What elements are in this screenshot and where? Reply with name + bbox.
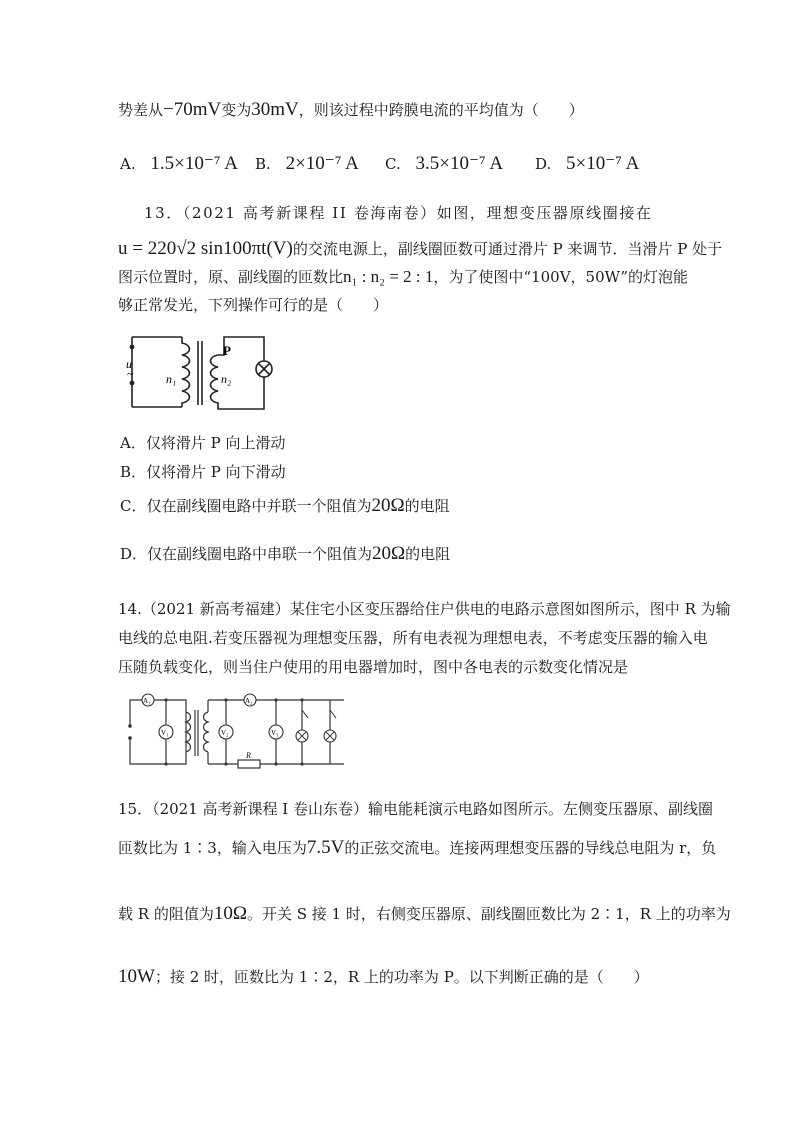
option-letter: C. bbox=[385, 155, 401, 173]
q14-power-supply-circuit-figure bbox=[122, 688, 348, 774]
q12-option-c[interactable] bbox=[385, 152, 503, 175]
q12-stem-line bbox=[118, 99, 584, 121]
q13-label-p: P bbox=[223, 343, 231, 358]
q15-input-voltage: 7.5V bbox=[306, 837, 345, 858]
option-letter: A. bbox=[120, 155, 136, 173]
q15-stem-text: 。开关 S 接 1 时，右侧变压器原、副线圈匝数比为 2∶1，R 上的功率为 bbox=[246, 905, 731, 923]
q14-stem-line-1: 14.（2021 新高考福建）某住宅小区变压器给住户供电的电路示意图如图所示，图中 R 为输 bbox=[118, 600, 731, 618]
option-resistance: 20Ω bbox=[372, 543, 406, 564]
q14-stem-line-2: 电线的总电阻.若变压器视为理想变压器，所有电表视为理想电表，不考虑变压器的输入电 bbox=[118, 629, 708, 647]
q12-stem-text: 势差从 bbox=[118, 101, 164, 119]
q14-meter-v3: V₃ bbox=[271, 729, 279, 737]
q12-option-b[interactable] bbox=[255, 152, 359, 175]
q12-option-d[interactable] bbox=[535, 152, 639, 175]
q13-stem-text: 图示位置时，原、副线圈的匝数比 bbox=[118, 268, 344, 286]
q13-stem-line-2 bbox=[118, 238, 722, 260]
q13-turns-ratio: n₁ : n₂ = 2 : 1 bbox=[343, 267, 434, 286]
q14-meter-a1: A₁ bbox=[143, 697, 151, 705]
option-text: 的电阻 bbox=[405, 545, 451, 563]
q13-stem-line-4: 够正常发光，下列操作可行的是（ ） bbox=[118, 296, 389, 314]
q13-label-tilde: ~ bbox=[127, 367, 134, 381]
q12-stem-text: ，则该过程中跨膜电流的平均值为（ ） bbox=[298, 101, 584, 119]
q12-stem-text: 变为 bbox=[221, 101, 252, 119]
option-value: 5×10⁻⁷ A bbox=[566, 153, 640, 174]
q15-load-resistance: 10Ω bbox=[213, 903, 247, 924]
option-letter: B. bbox=[255, 155, 271, 173]
option-letter: D. bbox=[535, 155, 552, 173]
option-text: C．仅在副线圈电路中并联一个阻值为 bbox=[120, 497, 372, 515]
option-resistance: 20Ω bbox=[371, 495, 405, 516]
q13-option-b[interactable]: B．仅将滑片 P 向下滑动 bbox=[120, 463, 286, 481]
option-value: 1.5×10⁻⁷ A bbox=[150, 153, 238, 174]
q15-stem-text: 载 R 的阻值为 bbox=[118, 905, 214, 923]
q15-power-value: 10W bbox=[118, 966, 155, 987]
q13-label-n2: n₂ bbox=[221, 372, 232, 386]
q13-label-n1: n₁ bbox=[166, 372, 177, 386]
q13-stem-line-1: 13．（2021 高考新课程 II 卷海南卷）如图，理想变压器原线圈接在 bbox=[144, 204, 653, 222]
q13-transformer-circuit-figure bbox=[120, 325, 270, 415]
q14-meter-v1: V₁ bbox=[161, 729, 169, 737]
q15-stem-line-2 bbox=[118, 837, 716, 859]
q13-stem-line-3 bbox=[118, 266, 688, 288]
q15-stem-line-3 bbox=[118, 903, 731, 925]
q15-stem-line-4 bbox=[118, 966, 649, 988]
q14-stem-line-3: 压随负载变化，则当住户使用的用电器增加时，图中各电表的示数变化情况是 bbox=[118, 658, 629, 676]
q15-stem-text: ；接 2 时，匝数比为 1∶2，R 上的功率为 P。以下判断正确的是（ ） bbox=[154, 968, 649, 986]
option-text: 的电阻 bbox=[404, 497, 450, 515]
q13-label-u: u bbox=[126, 357, 132, 371]
q13-option-a[interactable]: A．仅将滑片 P 向上滑动 bbox=[120, 434, 286, 452]
q13-source-formula: u = 220√2 sin100πt(V) bbox=[118, 238, 293, 259]
option-text: D．仅在副线圈电路中串联一个阻值为 bbox=[120, 545, 373, 563]
q15-stem-line-1: 15．（2021 高考新课程 I 卷山东卷）输电能耗演示电路如图所示。左侧变压器原、副线圈 bbox=[118, 800, 713, 818]
q12-option-a[interactable] bbox=[120, 152, 238, 175]
q12-voltage-start: −70mV bbox=[163, 99, 222, 120]
q14-meter-v2: V₂ bbox=[221, 729, 229, 737]
q13-stem-text: 的交流电源上，副线圈匝数可通过滑片 P 来调节．当滑片 P 处于 bbox=[292, 240, 723, 258]
q12-voltage-end: 30mV bbox=[251, 99, 299, 120]
q13-option-d[interactable] bbox=[120, 543, 450, 565]
q14-meter-a2: A₂ bbox=[245, 697, 253, 705]
q13-stem-text: ，为了使图中“100V，50W”的灯泡能 bbox=[433, 268, 688, 286]
option-value: 2×10⁻⁷ A bbox=[285, 153, 359, 174]
q15-stem-text: 匝数比为 1∶3，输入电压为 bbox=[118, 839, 307, 857]
q15-stem-text: 的正弦交流电。连接两理想变压器的导线总电阻为 r，负 bbox=[344, 839, 717, 857]
q13-option-c[interactable] bbox=[120, 495, 450, 517]
q14-resistor-label: R bbox=[246, 751, 251, 760]
option-value: 3.5×10⁻⁷ A bbox=[415, 153, 504, 174]
